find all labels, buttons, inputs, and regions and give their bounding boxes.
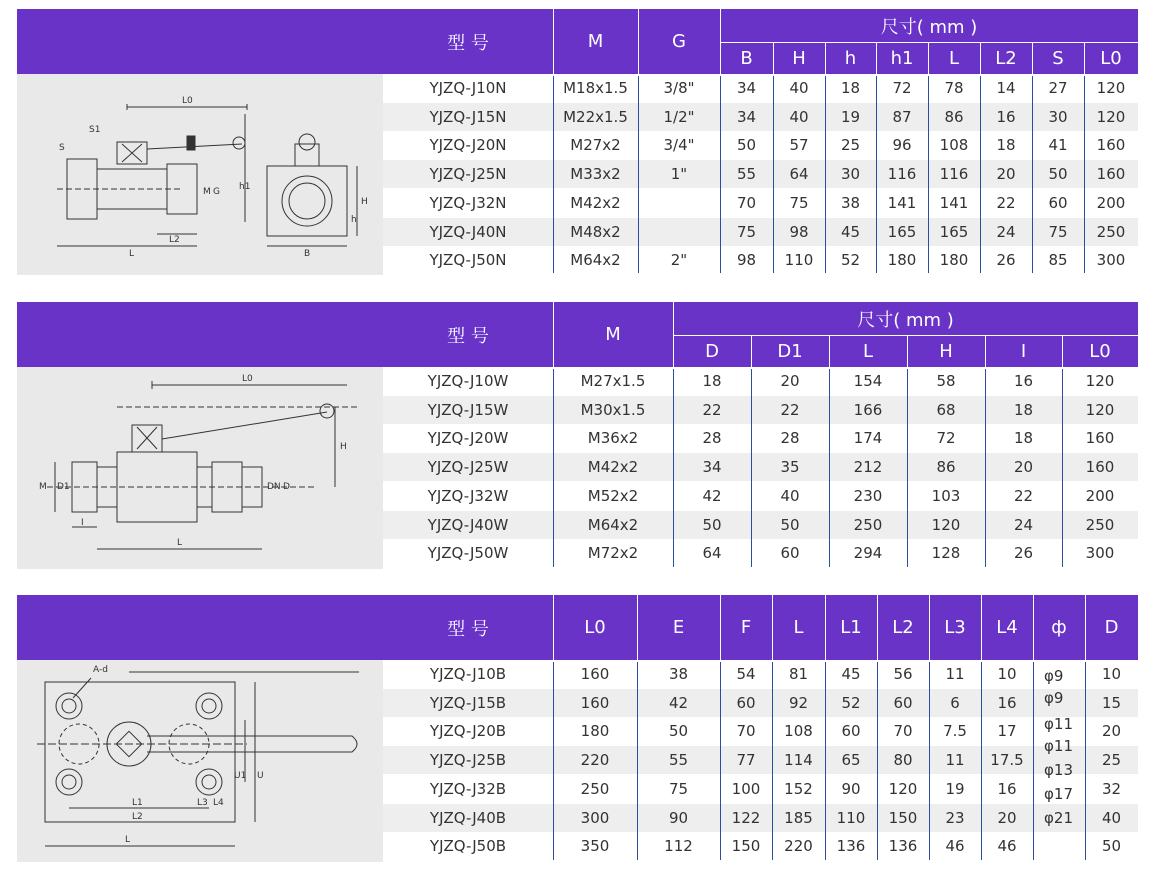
drawing-label-g: G [213,187,220,197]
table-cell: 136 [888,837,918,856]
table-2-col-header: D [705,340,719,362]
table-cell: YJZQ-J10W [427,372,509,390]
table-cell: 18 [996,136,1016,155]
table-cell: 11 [945,751,965,770]
table-cell: 18 [702,372,722,390]
table-cell: 50 [668,722,689,741]
table-cell: 16 [1013,372,1034,390]
table-row [383,775,1138,803]
phi-value: φ11 [1044,737,1073,755]
table-row [383,103,1138,131]
table-row [383,482,1138,510]
table-3-col-header: D [1104,617,1119,638]
table-cell: 141 [887,193,917,212]
table-cell: YJZQ-J50W [427,544,509,563]
table-cell: M27x2 [570,136,621,155]
drawing-label-l1: L1 [132,798,143,808]
table-cell: 7.5 [943,722,967,741]
table-row [383,804,1138,832]
table-row [383,717,1138,745]
table-cell: M27x1.5 [580,372,646,390]
table-1-col-header: L2 [995,47,1017,69]
table-cell: 23 [945,808,965,827]
table-cell: 35 [780,458,800,477]
table-3-col-header: L [793,617,804,638]
table-cell: 19 [840,107,861,126]
table-cell: 45 [841,665,861,683]
phi-value: φ9 [1044,667,1064,685]
table-1-valve-drawing [17,74,383,275]
table-cell: 50 [1101,837,1122,856]
table-cell: YJZQ-J15B [429,693,507,712]
table-3-col-header: E [672,617,685,638]
table-cell: 60 [893,693,913,712]
table-cell: YJZQ-J20N [429,136,507,155]
table-cell: 78 [944,79,964,97]
table-cell: 116 [939,165,969,184]
table-cell: 98 [789,222,809,241]
table-cell: 150 [731,837,761,856]
phi-value: φ11 [1044,715,1073,733]
table-cell: 165 [939,222,969,241]
table-cell: M42x2 [570,193,621,212]
drawing-label-m: M [39,482,47,492]
table-3-col-header: L3 [944,617,966,638]
table-cell: 128 [931,544,961,563]
table-cell: 75 [1048,222,1068,241]
phi-value: φ17 [1044,785,1073,803]
table-2-m-header: M [605,324,621,345]
table-cell: YJZQ-J50N [429,251,507,270]
table-row [383,160,1138,188]
table-cell: 38 [668,665,689,683]
table-cell: 80 [893,751,913,770]
table-cell: YJZQ-J20W [427,429,509,448]
table-cell: 16 [997,693,1017,712]
table-cell: 6 [950,693,960,712]
table-cell: M48x2 [570,222,621,241]
table-cell: 65 [841,751,861,770]
table-1-m-header: M [587,31,604,52]
table-row [383,746,1138,774]
drawing-label-l0: L0 [182,96,193,106]
table-cell: 160 [1085,429,1115,448]
table-cell: 30 [1048,107,1068,126]
table-cell: 180 [939,251,969,270]
table-cell: 120 [888,779,918,798]
drawing-label-l0: L0 [242,374,253,384]
table-cell: YJZQ-J25N [429,165,507,184]
table-cell: 300 [1096,251,1126,270]
table-cell: 250 [1085,515,1115,534]
table-cell: 22 [996,193,1016,212]
table-cell: 77 [736,751,756,770]
table-cell: 86 [936,458,956,477]
table-cell: 108 [939,136,969,155]
table-cell: 17 [997,722,1017,741]
table-3-model-header: 型 号 [447,618,489,640]
table-cell: 34 [736,107,757,126]
table-cell: 212 [853,458,883,477]
drawing-label-h: H [340,442,347,452]
table-cell: YJZQ-J10B [429,665,507,683]
table-cell: 18 [1013,400,1034,419]
table-3-col-header: L0 [584,617,606,638]
table-1-g-header: G [672,31,686,52]
drawing-label-l2: L2 [169,235,180,245]
drawing-label-h: h [351,215,357,225]
table-cell: 20 [1013,458,1034,477]
table-cell: 19 [945,779,965,798]
table-cell: 11 [945,665,965,683]
table-cell: 27 [1048,79,1068,97]
table-cell: 3/8" [663,79,695,97]
table-cell: 45 [840,222,861,241]
table-cell: 70 [736,193,757,212]
table-cell: 60 [841,722,861,741]
drawing-label-l3: L3 [197,798,208,808]
table-cell: 160 [1085,458,1115,477]
table-row [383,367,1138,395]
table-cell: M72x2 [587,544,639,563]
table-cell: 64 [702,544,722,563]
table-cell: 150 [888,808,918,827]
table-cell: 87 [892,107,912,126]
phi-value: φ13 [1044,761,1073,779]
table-cell: YJZQ-J25B [429,751,507,770]
table-2-dimension-header: 尺寸( mm ) [857,309,954,331]
table-2-model-header: 型 号 [447,325,489,347]
table-cell: M42x2 [587,458,639,477]
table-cell: 26 [996,251,1016,270]
table-cell: 250 [853,515,883,534]
table-cell: 220 [784,837,813,856]
table-cell: 90 [668,808,689,827]
table-cell: 58 [936,372,956,390]
table-cell: M22x1.5 [563,107,628,126]
table-row [383,832,1138,860]
table-cell: M64x2 [570,251,621,270]
table-cell: 22 [1013,486,1034,505]
table-row [383,131,1138,159]
table-cell: 55 [668,751,689,770]
table-cell: 20 [997,808,1017,827]
table-cell: 294 [853,544,883,563]
table-cell: 300 [580,808,610,827]
table-cell: 70 [893,722,913,741]
table-cell: 52 [840,251,861,270]
table-cell: 57 [789,136,809,155]
table-cell: 120 [1096,107,1126,126]
table-cell: 100 [731,779,761,798]
table-cell: 52 [841,693,861,712]
table-cell: 18 [840,79,861,97]
table-row [383,246,1138,274]
table-cell: 350 [580,837,610,856]
table-cell: 1/2" [663,107,695,126]
table-cell: 160 [1096,136,1126,155]
table-cell: 116 [887,165,917,184]
table-cell [638,189,720,217]
table-cell: 152 [784,779,813,798]
drawing-label-s: S [59,143,65,153]
table-cell: YJZQ-J32W [427,486,509,505]
table-row [383,660,1138,688]
table-cell: 86 [944,107,964,126]
table-cell: YJZQ-J50B [429,837,507,856]
table-cell: 160 [1096,165,1126,184]
table-cell: 25 [1101,751,1122,770]
table-cell: 1" [670,165,688,184]
table-cell: 110 [836,808,866,827]
table-row [383,74,1138,102]
table-cell: 180 [887,251,917,270]
table-cell: 34 [736,79,757,97]
table-cell: 40 [780,486,800,505]
table-cell: 50 [736,136,757,155]
table-3-col-header: L1 [840,617,862,638]
table-cell: 200 [1096,193,1126,212]
table-cell: 60 [1048,193,1068,212]
table-cell: 85 [1048,251,1068,270]
table-cell: M33x2 [570,165,621,184]
table-cell: 56 [893,665,913,683]
table-cell: M36x2 [587,429,639,448]
table-2-valve-drawing [17,367,383,569]
table-2-col-header: D1 [777,340,803,362]
table-3-valve-drawing [17,660,383,862]
table-1-valve-n [17,9,1138,275]
table-cell: 54 [736,665,756,683]
table-1-col-header: B [740,47,753,69]
table-cell: 17.5 [990,751,1024,770]
table-cell: 2" [670,251,688,270]
drawing-label-m: M [203,187,211,197]
table-cell: 92 [788,693,809,712]
table-cell: 20 [1101,722,1122,741]
table-cell: 185 [784,808,813,827]
table-3-col-header: L4 [996,617,1018,638]
table-cell: 22 [702,400,722,419]
table-cell: M64x2 [587,515,639,534]
table-cell: 110 [784,251,814,270]
table-cell: 10 [997,665,1017,683]
valve-w-technical-drawing [17,367,383,569]
drawing-label-d: D [283,482,290,492]
table-cell: YJZQ-J25W [427,458,509,477]
table-cell: M18x1.5 [563,79,628,97]
valve-b-technical-drawing [17,660,383,862]
table-cell: YJZQ-J15W [427,400,509,419]
table-cell: 90 [841,779,861,798]
table-cell: 122 [731,808,761,827]
table-cell: 120 [1096,79,1126,97]
table-cell: YJZQ-J10N [429,79,507,97]
table-cell: 24 [996,222,1016,241]
table-cell: 154 [853,372,883,390]
table-cell: 30 [840,165,861,184]
drawing-label-h1: h1 [239,182,251,192]
drawing-label-d1: D1 [57,482,70,492]
table-cell: 160 [580,693,610,712]
drawing-label-u: U [257,771,264,781]
table-1-col-header: L0 [1100,47,1122,69]
table-1-col-header: H [792,47,806,69]
table-cell: 32 [1101,779,1122,798]
drawing-label-u1: U1 [234,771,247,781]
table-cell: YJZQ-J20B [429,722,507,741]
table-cell: 46 [945,837,965,856]
drawing-label-dn: DN [267,482,281,492]
table-cell: 75 [789,193,809,212]
table-cell: 120 [1085,400,1115,419]
table-3-col-header: F [740,617,752,638]
table-cell: 24 [1013,515,1034,534]
table-cell: 64 [789,165,809,184]
table-cell: 28 [780,429,800,448]
table-cell: 46 [997,837,1017,856]
table-cell: 220 [580,751,610,770]
table-cell: 55 [736,165,757,184]
table-cell: YJZQ-J40B [429,808,507,827]
table-cell: 166 [853,400,883,419]
table-row [383,689,1138,717]
table-1-col-header: L [948,47,960,69]
table-cell: 50 [702,515,722,534]
table-cell: 28 [702,429,722,448]
table-2-col-header: H [939,340,953,362]
table-cell: 250 [1096,222,1126,241]
table-cell: 300 [1085,544,1115,563]
table-cell [638,218,720,246]
table-cell: 112 [664,837,693,856]
table-cell: 114 [784,751,813,770]
table-cell: 41 [1048,136,1068,155]
table-cell: YJZQ-J40N [429,222,507,241]
table-cell: 34 [702,458,722,477]
table-cell: 16 [997,779,1017,798]
table-cell: 16 [996,107,1016,126]
table-cell: YJZQ-J32N [429,193,507,212]
table-2-col-header: L0 [1089,340,1111,362]
table-cell: 60 [780,544,800,563]
table-row [383,189,1138,217]
table-cell: 72 [936,429,956,448]
table-cell: 250 [580,779,610,798]
table-cell: 98 [736,251,757,270]
table-cell: 42 [702,486,722,505]
table-cell: 120 [1085,372,1115,390]
table-row [383,453,1138,481]
table-cell: 50 [1048,165,1068,184]
drawing-label-l4: L4 [213,798,224,808]
table-cell: M30x1.5 [580,400,646,419]
table-cell: 40 [1101,808,1122,827]
drawing-label-l2: L2 [132,812,143,822]
table-cell: 120 [931,515,961,534]
table-cell: 14 [996,79,1016,97]
table-cell: 50 [780,515,800,534]
table-1-col-header: h1 [890,47,914,69]
drawing-label-b: B [304,249,311,259]
table-cell: 42 [668,693,689,712]
table-row [383,424,1138,452]
table-cell: 141 [939,193,969,212]
table-cell: 160 [580,665,610,683]
table-cell: 20 [996,165,1016,184]
table-1-model-header: 型 号 [447,32,489,54]
table-row [383,396,1138,424]
table-cell: 26 [1013,544,1034,563]
table-row [383,511,1138,539]
table-row [383,218,1138,246]
table-cell: 200 [1085,486,1115,505]
drawing-label-h-upper: H [361,197,368,207]
table-cell: 68 [936,400,956,419]
drawing-label-a-d: A-d [93,665,108,675]
table-cell: YJZQ-J40W [427,515,509,534]
table-cell: 108 [784,722,813,741]
table-3-col-header: ф [1051,617,1067,638]
table-cell: 96 [892,136,912,155]
valve-n-technical-drawing [17,74,383,275]
table-cell: 25 [840,136,861,155]
table-3-col-header: L2 [892,617,914,638]
table-cell: 20 [780,372,800,390]
table-cell: 38 [840,193,861,212]
table-cell: 75 [668,779,689,798]
table-cell: 136 [836,837,866,856]
table-cell: YJZQ-J15N [429,107,507,126]
table-3-valve-b [17,595,1138,862]
table-cell: 22 [780,400,800,419]
table-cell: 40 [789,79,809,97]
table-1-dimension-header: 尺寸( mm ) [880,16,978,38]
table-cell: 174 [853,429,883,448]
table-2-col-header: I [1020,340,1027,362]
table-cell: 60 [736,693,756,712]
table-cell: 40 [789,107,809,126]
table-2-valve-w [17,302,1138,569]
table-cell: 103 [931,486,961,505]
drawing-label-l: L [177,538,183,548]
table-cell: 3/4" [663,136,695,155]
table-1-col-header: h [844,47,857,69]
table-cell: YJZQ-J32B [429,779,507,798]
phi-value: φ9 [1044,689,1064,707]
table-cell: 180 [580,722,610,741]
table-cell: M52x2 [587,486,639,505]
drawing-label-l: L [125,835,131,845]
table-cell: 15 [1101,693,1122,712]
table-cell: 72 [892,79,912,97]
table-cell: 75 [736,222,757,241]
table-cell: 81 [788,665,809,683]
drawing-label-l: L [129,249,135,259]
drawing-label-s1: S1 [89,125,101,135]
table-row [383,539,1138,567]
table-2-col-header: L [862,340,874,362]
table-cell: 165 [887,222,917,241]
table-cell: 10 [1101,665,1122,683]
table-cell: 18 [1013,429,1034,448]
table-cell: 230 [853,486,883,505]
table-1-col-header: S [1052,47,1064,69]
drawing-label-i: I [81,518,84,528]
table-cell: 70 [736,722,756,741]
phi-value: φ21 [1044,809,1073,827]
